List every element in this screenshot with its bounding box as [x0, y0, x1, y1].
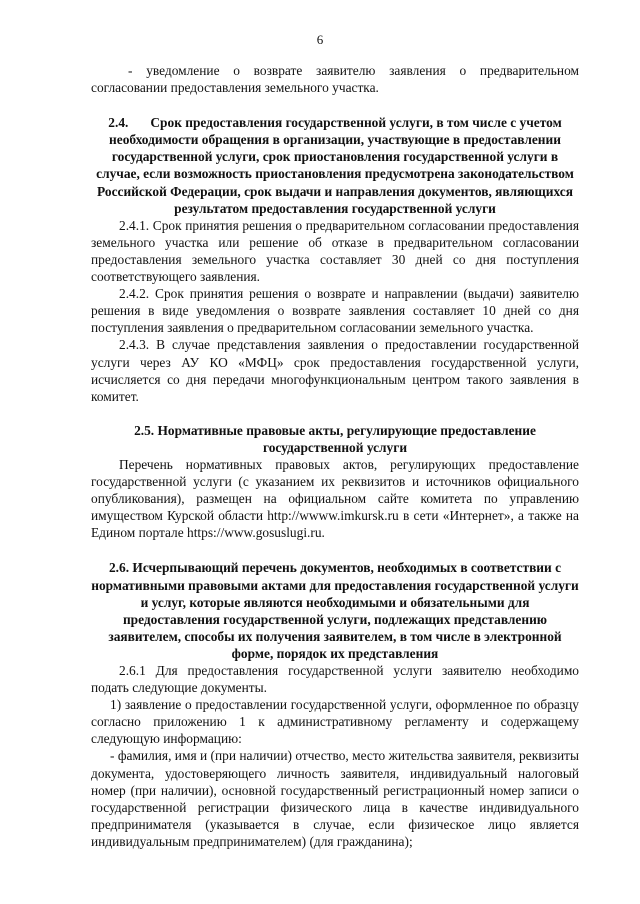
page-number: 6 [316, 32, 324, 47]
section-heading-2-4 [91, 114, 579, 217]
section-title-2-4: Срок предоставления государственной услуги, в том числе с учетом необходимости обращения в организации, участвующие в предоставлении государственной услуги, срок приостановления государственной услуги в случае, если возможность приостановления предусмотрена законодательством Российской Федерации, срок выдачи и направления документов, являющихся результатом предоставления государственной услуги [96, 115, 574, 216]
document-body [91, 62, 579, 850]
paragraph-2-5-legal-acts: Перечень нормативных правовых актов, регулирующих предоставление государственной услуги (с указанием их реквизитов и источников официального опубликования), размещен на официальном сайте комитета по управлению имуществом Курской области http://wwww.imkursk.ru в сети «Интернет», а также на Едином портале https://www.gosuslugi.ru. [91, 456, 579, 541]
paragraph-2-4-1: 2.4.1. Срок принятия решения о предварительном согласовании предоставления земельного участка или решение об отказе в предварительном согласовании предоставления земельного участка составляет 30 дней со дня поступления соответствующего заявления. [91, 217, 579, 285]
paragraph-return-notice: - уведомление о возврате заявителю заявления о предварительном согласовании предоставления земельного участка. [91, 63, 579, 96]
section-heading-2-6: 2.6. Исчерпывающий перечень документов, необходимых в соответствии с нормативными правовыми актами для предоставления государственной услуги и услуг, которые являются необходимыми и обязательными для предоставления государственной услуги, подлежащих представлению заявителем, способы их получения заявителем, в том числе в электронной форме, порядок их представления [91, 560, 579, 661]
paragraph-2-4-2: 2.4.2. Срок принятия решения о возврате и направлении (выдачи) заявителю решения в виде уведомления о возврате заявления составляет 10 дней со дня поступления заявления о предварительном согласовании земельного участка. [91, 286, 579, 336]
section-heading-2-5: 2.5. Нормативные правовые акты, регулирующие предоставление государственной услуги [134, 422, 536, 455]
paragraph-application-item: 1) заявление о предоставлении государственной услуги, оформленное по образцу согласно приложению 1 к административному регламенту и содержащему следующую информацию: [91, 697, 579, 747]
paragraph-2-6-1: 2.6.1 Для предоставления государственной услуги заявителю необходимо подать следующие документы. [91, 663, 579, 696]
paragraph-applicant-details: - фамилия, имя и (при наличии) отчество, место жительства заявителя, реквизиты документа, удостоверяющего личность заявителя, индивидуальный налоговый номер (при наличии), основной государственный регистрационный номер записи о государственной регистрации физического лица в качестве индивидуального предпринимателя (указывается в случае, если физическое лицо является индивидуальным предпринимателем) (для гражданина); [91, 748, 579, 849]
paragraph-2-4-3: 2.4.3. В случае представления заявления о предоставлении государственной услуги через АУ КО «МФЦ» срок предоставления государственной услуги, исчисляется со дня передачи многофункциональным центром такого заявления в комитет. [91, 337, 579, 404]
section-number-2-4: 2.4. [108, 115, 129, 131]
